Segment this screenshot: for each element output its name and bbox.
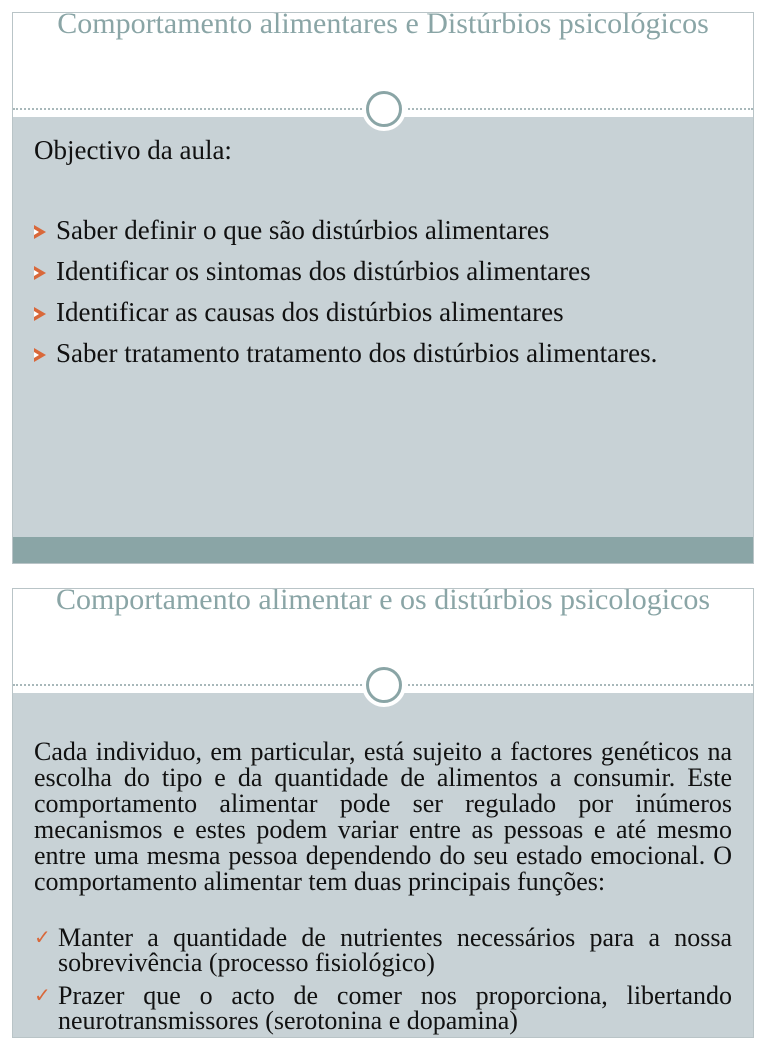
list-item-text: Saber tratamento tratamento dos distúrbios alimentares.	[56, 338, 658, 368]
arrow-bullet-icon	[34, 348, 46, 362]
list-item-text: Identificar os sintomas dos distúrbios alimentares	[56, 256, 591, 286]
circle-ornament-icon	[362, 663, 406, 707]
slide-2	[12, 588, 754, 1038]
list-item-text: Prazer que o acto de comer nos proporciona, libertando neurotransmissores (serotonina e dopamina)	[58, 981, 732, 1035]
list-item	[34, 983, 732, 1033]
slide-body	[13, 117, 753, 537]
slide-1	[12, 12, 754, 564]
list-item	[34, 336, 734, 370]
list-item-text: Saber definir o que são distúrbios alimentares	[56, 215, 550, 245]
body-paragraph: Cada individuo, em particular, está sujeito a factores genéticos na escolha do tipo e da quantidade de alimentos a consumir. Este comportamento alimentar pode ser regulado por inúmeros mecanismos e estes podem variar entre as pessoas e até mesmo entre uma mesma pessoa dependendo do seu estado emocional. O comportamento alimentar tem duas principais funções:	[34, 737, 732, 896]
list-item	[34, 213, 734, 247]
objectives-list	[34, 213, 734, 377]
check-bullet-icon: ✓	[34, 925, 51, 949]
footer-bar	[13, 537, 753, 563]
list-item-text: Identificar as causas dos distúrbios alimentares	[56, 297, 564, 327]
arrow-bullet-icon	[34, 225, 46, 239]
objective-heading: Objectivo da aula:	[34, 135, 232, 165]
list-item	[34, 295, 734, 329]
list-item	[34, 925, 732, 975]
slide-title: Comportamento alimentares e Distúrbios psicológicos	[57, 12, 709, 40]
list-item-text: Manter a quantidade de nutrientes necessários para a nossa sobrevivência (processo fisiológico)	[58, 923, 732, 977]
arrow-bullet-icon	[34, 307, 46, 321]
circle-ornament-icon	[362, 87, 406, 131]
list-item	[34, 254, 734, 288]
arrow-bullet-icon	[34, 266, 46, 280]
slide-title: Comportamento alimentar e os distúrbios psicologicos	[55, 588, 711, 616]
check-bullet-icon: ✓	[34, 983, 51, 1007]
slide-body	[13, 693, 753, 1037]
functions-list	[34, 925, 732, 1038]
